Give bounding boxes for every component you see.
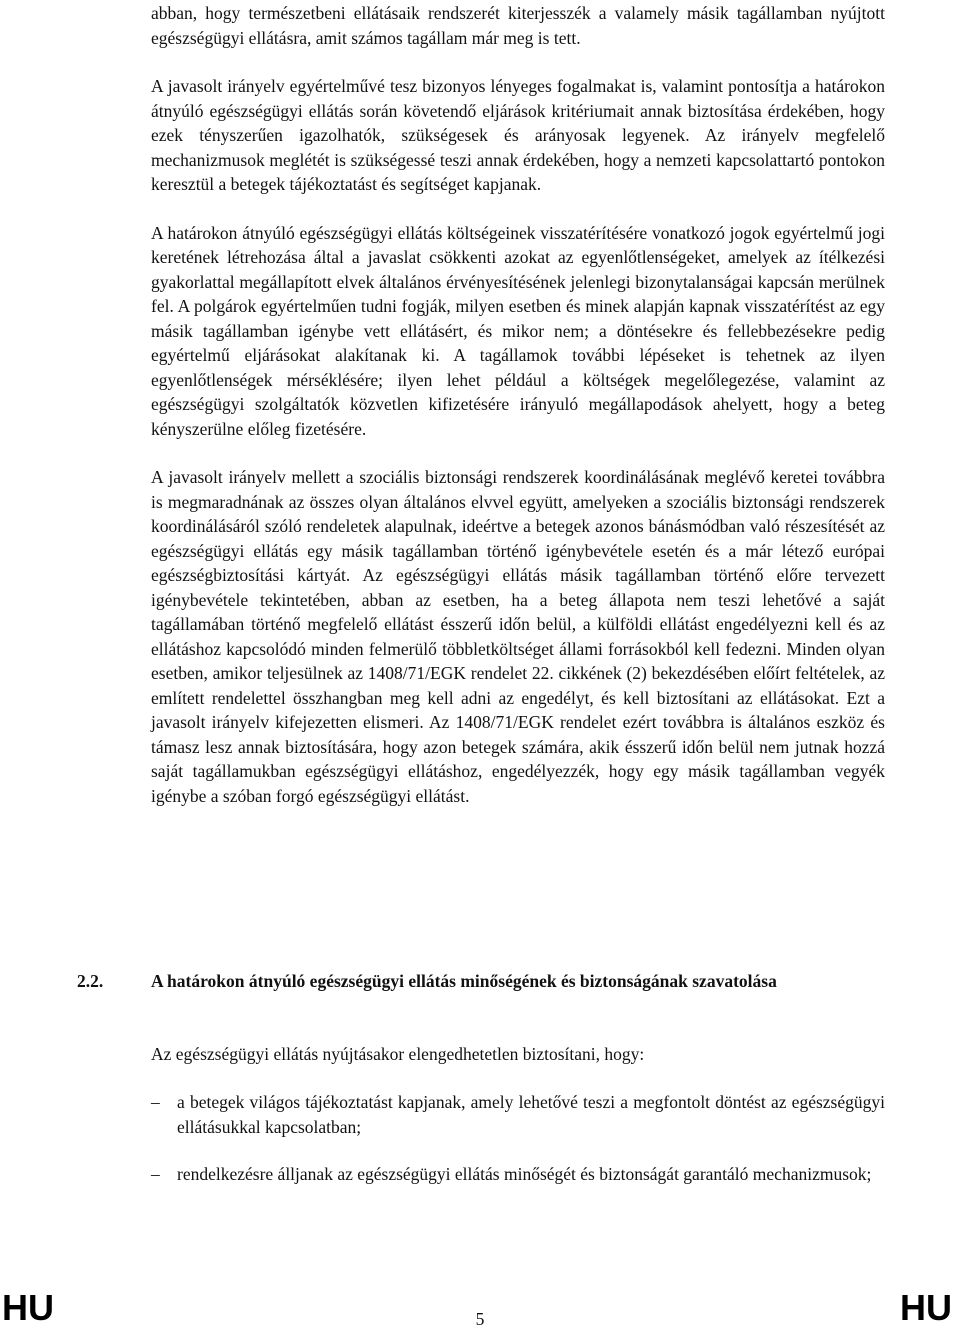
body-paragraph: A határokon átnyúló egészségügyi ellátás költségeinek visszatérítésére vonatkozó jogok egyértelmű jogi keretének létrehozása által a javaslat csökkenti azokat az egyenlőtlenségeket, amelyek az ítélkezési gyakorlattal megállapított elvek általános érvényesítésének jelenlegi bizonytalanságai kapcsán merülnek fel. A polgárok egyértelműen tudni fogják, milyen esetben és minek alapján kapnak visszatérítést az egy másik tagállamban igénybe vett ellátásért, és mikor nem; a döntésekre és fellebbezésekre pedig egyértelmű eljárásokat alakítanak ki. A tagállamok további lépéseket is tehetnek az ilyen egyenlőtlenségek mérséklésére; ilyen lehet például a költségek megelőlegezése, valamint az egészségügyi szolgáltatók közvetlen kifizetésére irányuló megállapodások ahelyett, hogy a beteg kényszerülne előleg fizetésére. (151, 222, 885, 439)
page-number: 5 (475, 1309, 485, 1329)
list-item-text: a betegek világos tájékoztatást kapjanak, amely lehetővé teszi a megfontolt döntést az egészségügyi ellátásukkal kapcsolatban; (177, 1092, 885, 1137)
dash-bullet: – (151, 1164, 160, 1184)
document-body (151, 0, 885, 808)
intro-paragraph: Az egészségügyi ellátás nyújtásakor elengedhetetlen biztosítani, hogy: (151, 1044, 645, 1064)
list-item (151, 1090, 885, 1139)
section-title: A határokon átnyúló egészségügyi ellátás minőségének és biztonságának szavatolása (151, 971, 777, 991)
section-number: 2.2. (77, 971, 104, 991)
dash-bullet: – (151, 1092, 160, 1112)
list-item-text: rendelkezésre álljanak az egészségügyi ellátás minőségét és biztonságát garantáló mechanizmusok; (177, 1164, 872, 1184)
footer-language-label-left: HU (2, 1287, 54, 1328)
body-paragraph: abban, hogy természetbeni ellátásaik rendszerét kiterjesszék a valamely másik tagállamban nyújtott egészségügyi ellátásra, amit számos tagállam már meg is tett. (151, 3, 885, 48)
section-heading (77, 969, 885, 994)
body-paragraph: A javasolt irányelv mellett a szociális biztonsági rendszerek koordinálásának meglévő keretei továbbra is megmaradnának az összes olyan általános elvvel együtt, amelyeken a szociális biztonsági rendszerek koordinálásáról szóló rendeletek alapulnak, ideértve a betegek azonos bánásmódban való részesítését az egészségügyi ellátás egy másik tagállamban történő igénybevétele esetén és a már létező európai egészségbiztosítási kártyát. Az egészségügyi ellátás másik tagállamban történő előre tervezett igénybevétele tekintetében, abban az esetben, ha a beteg állapota nem teszi lehetővé a saját tagállamában történő megfelelő ellátást ésszerű időn belül, a külföldi ellátást engedélyezni kell és az ellátáshoz kapcsolódó minden felmerülő többletköltséget állami forrásokból kell fedezni. Minden olyan esetben, amikor teljesülnek az 1408/71/EGK rendelet 22. cikkének (2) bekezdésében előírt feltételek, az említett rendelettel összhangban meg kell adni az engedélyt, és kell biztosítani az ellátásokat. Ezt a javasolt irányelv kifejezetten elismeri. Az 1408/71/EGK rendelet ezért továbbra is általános eszköz és támasz lesz annak biztosítására, hogy azon betegek számára, akik ésszerű időn belül nem jutnak hozzá saját tagállamukban egészségügyi ellátáshoz, engedélyezzék, hogy egy másik tagállamban vegyék igénybe a szóban forgó egészségügyi ellátást. (151, 467, 885, 806)
footer-language-label-right: HU (900, 1287, 952, 1328)
list-item (151, 1162, 885, 1187)
body-paragraph: A javasolt irányelv egyértelművé tesz bizonyos lényeges fogalmakat is, valamint pontosítja a határokon átnyúló egészségügyi ellátás során követendő eljárások kritériumait annak biztosítása érdekében, hogy ezek tényszerűen igazolhatók, szükségesek és arányosak legyenek. Az irányelv megfelelő mechanizmusok meglétét is szükségessé teszi annak érdekében, hogy a nemzeti kapcsolattartó pontokon keresztül a betegek tájékoztatást és segítséget kapjanak. (151, 76, 885, 194)
